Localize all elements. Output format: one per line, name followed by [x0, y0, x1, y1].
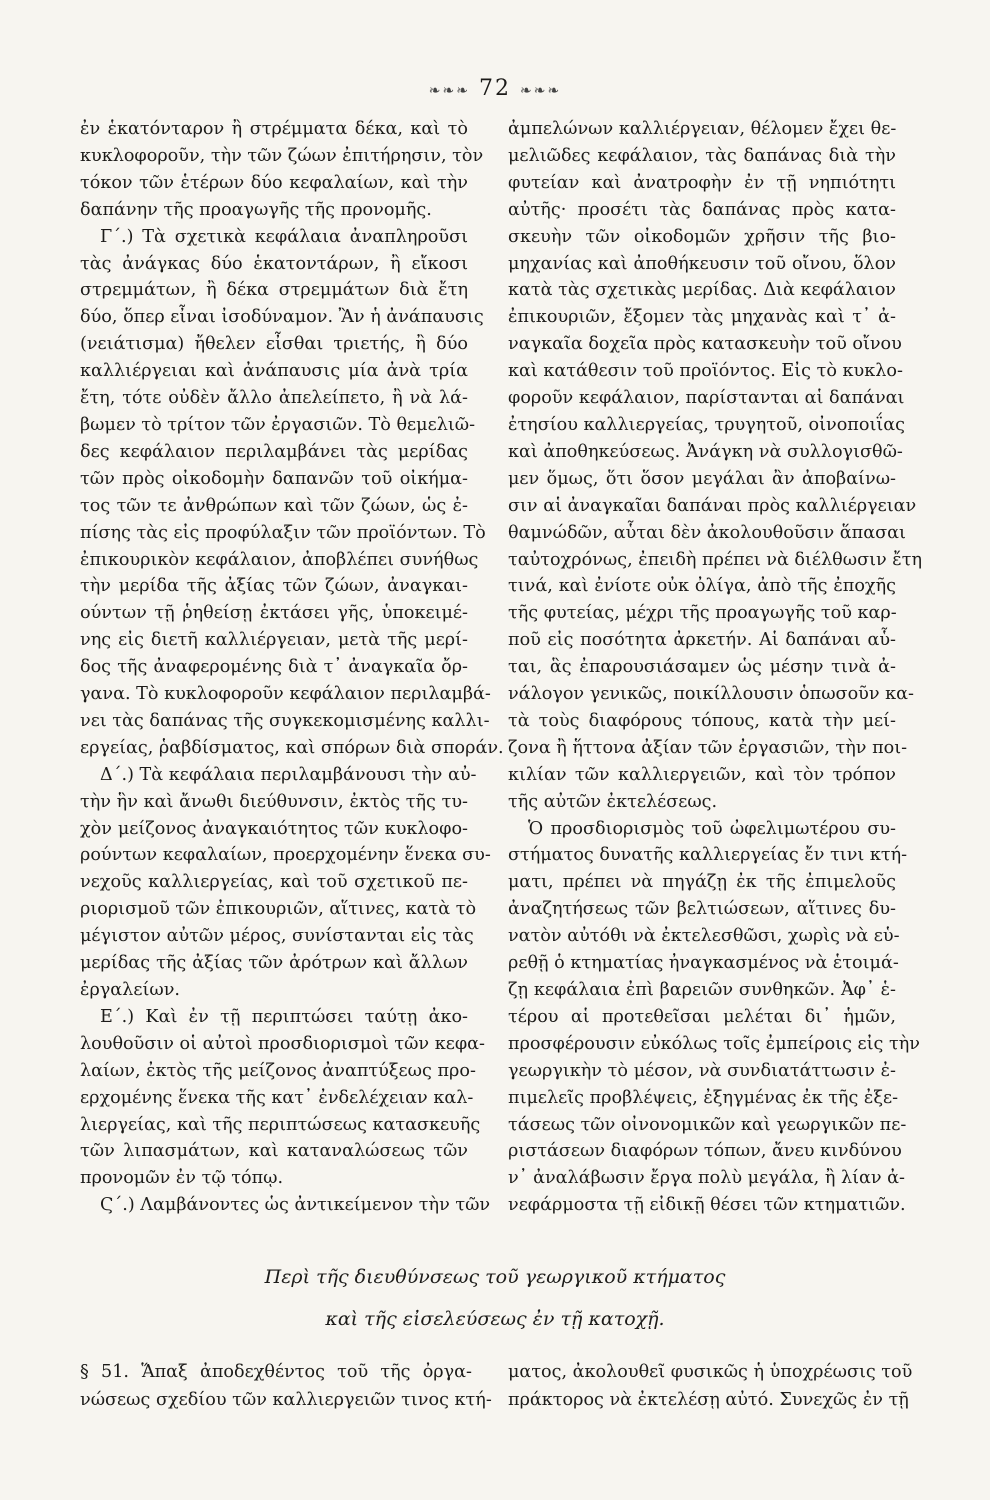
ornament-left-icon: ❧❧❧	[428, 83, 470, 99]
text-line: ἐτησίου καλλιεργείας, τρυγητοῦ, οἰνοποιΐας	[508, 414, 905, 435]
text-line: μηχανίας καὶ ἀποθήκευσιν τοῦ οἴνου, ὅλον	[508, 253, 896, 274]
text-line: λαίων, ἐκτὸς τῆς μείζονος ἀναπτύξεως προ-	[80, 1060, 476, 1081]
text-line: φυτείαν καὶ ἀνατροφὴν ἐν τῇ νηπιότητι	[508, 172, 896, 193]
text-line: εργείας, ῥαβδίσματος, καὶ σπόρων διὰ σποράν.	[80, 737, 504, 758]
text-line: στρεμμάτων, ἢ δέκα στρεμμάτων διὰ ἔτη	[80, 280, 468, 301]
text-line: ματος, ἀκολουθεῖ φυσικῶς ἡ ὑποχρέωσις τοῦ	[508, 1362, 913, 1382]
text-line: τέρου αἱ προτεθεῖσαι μελέται δι᾽ ἡμῶν,	[508, 1006, 896, 1027]
text-line: σιν αἱ ἀναγκαῖαι δαπάναι πρὸς καλλιέργειαν	[508, 495, 917, 516]
text-line: δαπάνην τῆς προαγωγῆς τῆς προνομῆς.	[80, 199, 432, 220]
text-line: αὐτῆς· προσέτι τὰς δαπάνας πρὸς κατα-	[508, 199, 896, 220]
text-line: πιμελεῖς προβλέψεις, ἐξηγμένας ἐκ τῆς ἐξε-	[508, 1087, 899, 1108]
text-line: νάλογον γενικῶς, ποικίλλουσιν ὁπωσοῦν κα-	[508, 684, 914, 705]
text-line: ούντων τῇ ῥηθείσῃ ἐκτάσει γῆς, ὑποκειμέ-	[80, 603, 468, 624]
text-line: ρούντων κεφαλαίων, προερχομένην ἕνεκα συ-	[80, 845, 491, 866]
text-line: νης εἰς διετῆ καλλιέργειαν, μετὰ τῆς μερί-	[80, 630, 468, 651]
text-line: ριορισμοῦ τῶν ἐπικουριῶν, αἵτινες, κατὰ τὸ	[80, 899, 477, 920]
text-line: νει τὰς δαπάνας τῆς συγκεκομισμένης καλλι-	[80, 710, 490, 731]
text-line: χὸν μείζονος ἀναγκαιότητος τῶν κυκλοφο-	[80, 818, 468, 839]
text-line: τῶν λιπασμάτων, καὶ καταναλώσεως τῶν	[80, 1141, 468, 1162]
text-line: νατὸν αὐτόθι νὰ ἐκτελεσθῶσι, χωρὶς νὰ εὑ-	[508, 926, 900, 947]
text-line: ἐπικουρικὸν κεφάλαιον, ἀποβλέπει συνήθως	[80, 549, 479, 570]
text-line: καλλιέργειαι καὶ ἀνάπαυσις μία ἀνὰ τρία	[80, 361, 468, 382]
text-line: προσφέρουσιν εὐκόλως τοῖς ἐμπείροις εἰς τὴν	[508, 1033, 920, 1054]
text-line: λιεργείας, καὶ τῆς περιπτώσεως κατασκευῆς	[80, 1114, 481, 1135]
text-line: τὰ τοὺς διαφόρους τόπους, κατὰ τὴν μεί-	[508, 710, 896, 731]
text-line: τὴν μερίδα τῆς ἀξίας τῶν ζώων, ἀναγκαι-	[80, 576, 468, 597]
text-line: Γ΄.) Τὰ σχετικὰ κεφάλαια ἀναπληροῦσι	[100, 226, 468, 247]
text-line: ἐπικουριῶν, ἔξομεν τὰς μηχανὰς καὶ τ᾽ ἀ-	[508, 307, 896, 328]
text-line: νεφάρμοστα τῇ εἰδικῇ θέσει τῶν κτηματιῶν.	[508, 1195, 906, 1216]
text-line: ριστάσεων διαφόρων τόπων, ἄνευ κινδύνου	[508, 1141, 902, 1162]
text-line: κιλίαν τῶν καλλιεργειῶν, καὶ τὸν τρόπον	[508, 764, 896, 785]
text-line: τῆς φυτείας, μέχρι τῆς προαγωγῆς τοῦ καρ-	[508, 603, 897, 624]
text-line: δες κεφάλαιον περιλαμβάνει τὰς μερίδας	[80, 441, 468, 462]
text-line: σκευὴν τῶν οἰκοδομῶν χρῆσιν τῆς βιο-	[508, 226, 896, 247]
text-line: γεωργικὴν τὸ μέσον, νὰ συνδιατάττωσιν ἐ-	[508, 1060, 896, 1081]
text-line: ἐργαλείων.	[80, 980, 180, 1000]
text-line: ναγκαῖα δοχεῖα πρὸς κατασκευὴν τοῦ οἴνου	[508, 334, 902, 355]
text-line: φοροῦν κεφάλαιον, παρίστανται αἱ δαπάναι	[508, 388, 905, 409]
text-line: τὰς ἀνάγκας δύο ἑκατοντάρων, ἢ εἴκοσι	[80, 253, 468, 274]
text-line: ποῦ εἰς ποσότητα ἀρκετήν. Αἱ δαπάναι αὗ-	[508, 630, 896, 651]
text-line: τάσεως τῶν οἰνονομικῶν καὶ γεωργικῶν πε-	[508, 1114, 907, 1135]
text-line: νώσεως σχεδίου τῶν καλλιεργειῶν τινος κτή-	[80, 1390, 492, 1410]
text-line: στήματος δυνατῆς καλλιεργείας ἔν τινι κτή-	[508, 845, 908, 866]
section-heading-line-1: Περὶ τῆς διευθύνσεως τοῦ γεωργικοῦ κτήματος	[264, 1266, 726, 1288]
text-line: τῶν πρὸς οἰκοδομὴν δαπανῶν τοῦ οἰκήμα-	[80, 468, 468, 489]
text-line: ται, ἃς ἐπαρουσιάσαμεν ὡς μέσην τινὰ ἀ-	[508, 657, 896, 678]
text-line: δος τῆς ἀναφερομένης διὰ τ᾽ ἀναγκαῖα ὄρ-	[80, 657, 468, 678]
text-line: κατὰ τὰς σχετικὰς μερίδας. Διὰ κεφάλαιον	[508, 280, 896, 301]
text-line: τῆς αὐτῶν ἐκτελέσεως.	[508, 791, 718, 812]
text-line: ζονα ἢ ἥττονα ἀξίαν τῶν ἐργασιῶν, τὴν ποι-	[508, 737, 908, 758]
text-line: ματι, πρέπει νὰ πηγάζῃ ἐκ τῆς ἐπιμελοῦς	[508, 872, 896, 893]
text-line: θαμνώδῶν, αὗται δὲν ἀκολουθοῦσιν ἅπασαι	[508, 522, 906, 543]
text-line: Ϛ΄.) Λαμβάνοντες ὡς ἀντικείμενον τὴν τῶν	[100, 1195, 491, 1216]
text-line: Ε΄.) Καὶ ἐν τῇ περιπτώσει ταύτῃ ἀκο-	[100, 1006, 468, 1027]
text-line: γανα. Τὸ κυκλοφοροῦν κεφάλαιον περιλαμβά-	[80, 684, 491, 705]
text-line: ἔτη, τότε οὐδὲν ἄλλο ἀπελείπετο, ἢ νὰ λά-	[80, 388, 468, 409]
text-line: Ὁ προσδιορισμὸς τοῦ ὠφελιμωτέρου συ-	[528, 818, 896, 839]
text-line: τινά, καὶ ἐνίοτε οὐκ ὀλίγα, ἀπὸ τῆς ἐποχῆς	[508, 576, 896, 597]
text-line: ταὐτοχρόνως, ἐπειδὴ πρέπει νὰ διέλθωσιν ἔτη	[508, 549, 923, 570]
text-line: ἐν ἑκατόνταρον ἢ στρέμματα δέκα, καὶ τὸ	[80, 119, 468, 139]
section-heading-line-2: καὶ τῆς εἰσελεύσεως ἐν τῇ κατοχῇ.	[325, 1308, 665, 1330]
page-number-value: 72	[479, 76, 511, 101]
left-text-column	[80, 116, 504, 1219]
text-line: ρεθῇ ὁ κτηματίας ἠναγκασμένος νὰ ἑτοιμά-	[508, 953, 899, 974]
text-line: ερχομένης ἕνεκα τῆς κατ᾽ ἐνδελέχειαν καλ-	[80, 1087, 474, 1108]
text-line: § 51. Ἅπαξ ἀποδεχθέντος τοῦ τῆς ὀργα-	[80, 1362, 472, 1382]
text-line: μεν ὅμως, ὅτι ὅσον μεγάλαι ἂν ἀποβαίνω-	[508, 468, 896, 489]
text-line: νεχοῦς καλλιεργείας, καὶ τοῦ σχετικοῦ πε-	[80, 872, 468, 893]
text-line: ζῃ κεφάλαια ἐπὶ βαρειῶν συνθηκῶν. Ἀφ᾽ ἑ-	[508, 980, 896, 1000]
text-line: καὶ κατάθεσιν τοῦ προϊόντος. Εἰς τὸ κυκλο-	[508, 361, 903, 382]
text-line: μερίδας τῆς ἀξίας τῶν ἀρότρων καὶ ἄλλων	[80, 953, 468, 974]
page-number	[0, 76, 990, 101]
text-line: (νειάτισμα) ἤθελεν εἶσθαι τριετής, ἢ δύο	[80, 334, 468, 355]
right-text-column	[508, 116, 923, 1219]
text-line: λουθοῦσιν οἱ αὐτοὶ προσδιορισμοὶ τῶν κεφα-	[80, 1033, 485, 1054]
text-line: ν᾽ ἀναλάβωσιν ἔργα πολὺ μεγάλα, ἢ λίαν ἀ-	[508, 1168, 905, 1189]
section-51-left-column	[80, 1358, 492, 1414]
text-line: μελιῶδες κεφάλαιον, τὰς δαπάνας διὰ τὴν	[508, 145, 896, 166]
text-line: τόκον τῶν ἑτέρων δύο κεφαλαίων, καὶ τὴν	[80, 172, 468, 193]
text-line: καὶ ἀποθηκεύσεως. Ἀνάγκη νὰ συλλογισθῶ-	[508, 441, 903, 462]
text-line: κυκλοφοροῦν, τὴν τῶν ζώων ἐπιτήρησιν, τὸν	[80, 145, 484, 166]
text-line: Δ΄.) Τὰ κεφάλαια περιλαμβάνουσι τὴν αὐ-	[100, 764, 477, 785]
text-line: πράκτορος νὰ ἐκτελέσῃ αὐτό. Συνεχῶς ἐν τῇ	[508, 1390, 909, 1410]
text-line: ἀμπελώνων καλλιέργειαν, θέλομεν ἔχει θε-	[508, 119, 897, 139]
text-line: πίσης τὰς εἰς προφύλαξιν τῶν προϊόντων. Τὸ	[80, 522, 486, 543]
section-51-right-column	[508, 1358, 913, 1414]
text-line: τος τῶν τε ἀνθρώπων καὶ τῶν ζώων, ὡς ἐ-	[80, 495, 468, 516]
text-line: ἀναζητήσεως τῶν βελτιώσεων, αἵτινες δυ-	[508, 899, 896, 920]
ornament-right-icon: ❧❧❧	[520, 83, 562, 99]
text-line: βωμεν τὸ τρίτον τῶν ἐργασιῶν. Τὸ θεμελιῶ-	[80, 414, 476, 435]
text-line: μέγιστον αὐτῶν μέρος, συνίστανται εἰς τὰς	[80, 926, 474, 947]
text-line: δύο, ὅπερ εἶναι ἰσοδύναμον. Ἂν ἡ ἀνάπαυσις	[80, 307, 484, 328]
text-line: τὴν ἣν καὶ ἄνωθι διεύθυνσιν, ἐκτὸς τῆς τυ-	[80, 791, 468, 812]
text-line: προνομῶν ἐν τῷ τόπῳ.	[80, 1168, 284, 1189]
